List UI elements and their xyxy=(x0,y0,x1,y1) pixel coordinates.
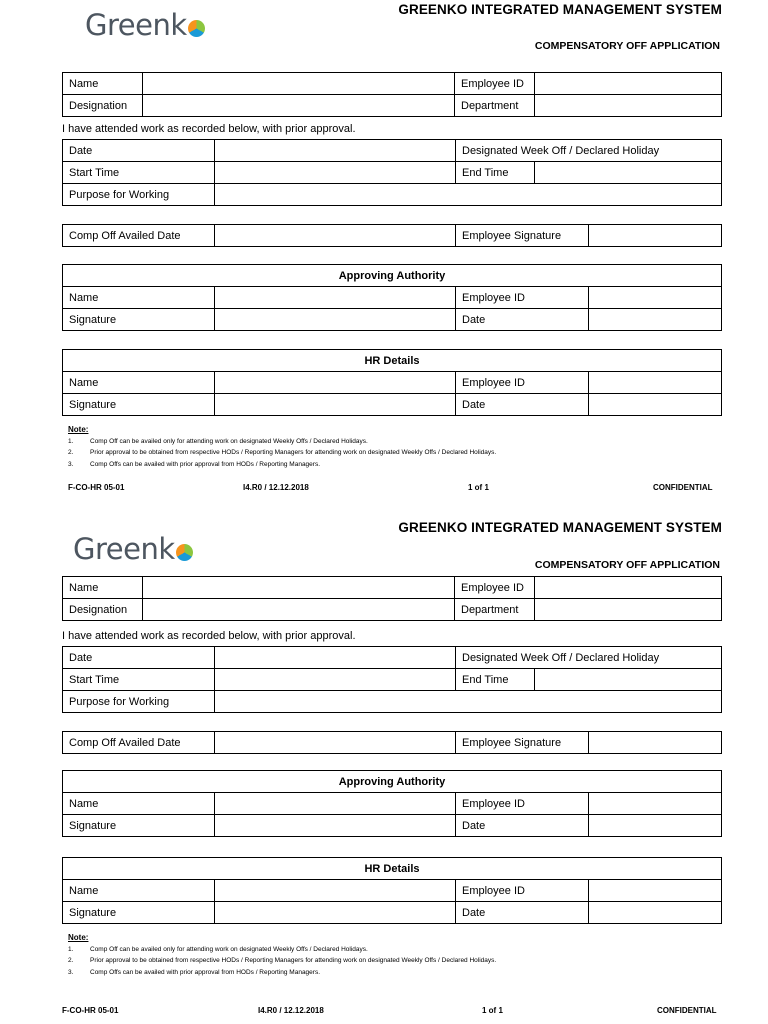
department-label: Department xyxy=(455,599,535,621)
table-row xyxy=(63,815,722,837)
approver-name-label: Name xyxy=(63,793,215,815)
approver-signature-label: Signature xyxy=(63,309,215,331)
form-title: COMPENSATORY OFF APPLICATION xyxy=(534,40,720,52)
list-item: 3. Comp Offs can be availed with prior approval from HODs / Reporting Managers. xyxy=(68,968,321,976)
hr-employee-id-label: Employee ID xyxy=(456,372,589,394)
hr-employee-id-field[interactable] xyxy=(589,372,722,394)
table-row xyxy=(63,350,722,372)
end-time-field[interactable] xyxy=(535,162,722,184)
greenko-logo: Greenk xyxy=(73,535,193,564)
table-row xyxy=(63,880,722,902)
intro-text: I have attended work as recorded below, with prior approval. xyxy=(62,630,356,642)
hr-employee-id-label: Employee ID xyxy=(456,880,589,902)
name-label: Name xyxy=(63,73,143,95)
hr-signature-label: Signature xyxy=(63,902,215,924)
purpose-label: Purpose for Working xyxy=(63,691,215,713)
availed-table xyxy=(62,224,722,247)
revision: I4.R0 / 12.12.2018 xyxy=(243,483,309,492)
name-field[interactable] xyxy=(143,73,455,95)
start-time-field[interactable] xyxy=(215,669,456,691)
hr-date-field[interactable] xyxy=(589,902,722,924)
date-label: Date xyxy=(63,647,215,669)
note-block xyxy=(68,424,496,470)
employee-id-field[interactable] xyxy=(535,577,722,599)
designation-field[interactable] xyxy=(143,95,455,117)
hr-signature-label: Signature xyxy=(63,394,215,416)
department-field[interactable] xyxy=(535,95,722,117)
start-time-label: Start Time xyxy=(63,162,215,184)
approver-employee-id-label: Employee ID xyxy=(456,287,589,309)
list-item: 1. Comp Off can be availed only for attending work on designated Weekly Offs / Declared Holidays. xyxy=(68,437,368,445)
approving-authority-table xyxy=(62,770,722,837)
approver-signature-field[interactable] xyxy=(215,815,456,837)
department-label: Department xyxy=(455,95,535,117)
employee-signature-field[interactable] xyxy=(589,732,722,754)
work-table xyxy=(62,646,722,713)
form-title: COMPENSATORY OFF APPLICATION xyxy=(534,559,720,571)
table-row xyxy=(63,225,722,247)
table-row xyxy=(63,858,722,880)
system-title: GREENKO INTEGRATED MANAGEMENT SYSTEM xyxy=(398,2,722,17)
purpose-field[interactable] xyxy=(215,184,722,206)
classification: CONFIDENTIAL xyxy=(657,1006,717,1015)
employee-table xyxy=(62,576,722,621)
system-title: GREENKO INTEGRATED MANAGEMENT SYSTEM xyxy=(398,520,722,535)
note-title: Note: xyxy=(68,933,89,942)
date-field[interactable] xyxy=(215,647,456,669)
hr-employee-id-field[interactable] xyxy=(589,880,722,902)
availed-table xyxy=(62,731,722,754)
hr-name-label: Name xyxy=(63,880,215,902)
approving-authority-heading: Approving Authority xyxy=(63,771,722,793)
employee-signature-label: Employee Signature xyxy=(456,225,589,247)
table-row xyxy=(63,95,722,117)
list-item: 2. Prior approval to be obtained from respective HODs / Reporting Managers for attending work on designated Weekly Offs / Declared Holidays. xyxy=(68,449,497,456)
name-field[interactable] xyxy=(143,577,455,599)
table-row xyxy=(63,691,722,713)
hr-date-field[interactable] xyxy=(589,394,722,416)
approver-date-field[interactable] xyxy=(589,309,722,331)
designation-label: Designation xyxy=(63,95,143,117)
page-number: 1 of 1 xyxy=(468,483,489,492)
end-time-label: End Time xyxy=(456,669,535,691)
page-number: 1 of 1 xyxy=(482,1006,503,1015)
designation-field[interactable] xyxy=(143,599,455,621)
employee-id-field[interactable] xyxy=(535,73,722,95)
approver-date-label: Date xyxy=(456,309,589,331)
note-block xyxy=(68,932,496,978)
table-row xyxy=(63,162,722,184)
comp-off-date-field[interactable] xyxy=(215,732,456,754)
employee-id-label: Employee ID xyxy=(455,577,535,599)
greenko-globe-icon xyxy=(188,20,205,37)
comp-off-date-label: Comp Off Availed Date xyxy=(63,225,215,247)
hr-details-heading: HR Details xyxy=(63,858,722,880)
hr-signature-field[interactable] xyxy=(215,394,456,416)
approver-employee-id-label: Employee ID xyxy=(456,793,589,815)
hr-details-table xyxy=(62,349,722,416)
work-table xyxy=(62,139,722,206)
week-off-label: Designated Week Off / Declared Holiday xyxy=(456,140,722,162)
table-row xyxy=(63,793,722,815)
designation-label: Designation xyxy=(63,599,143,621)
hr-details-heading: HR Details xyxy=(63,350,722,372)
table-row xyxy=(63,309,722,331)
approver-name-field[interactable] xyxy=(215,793,456,815)
table-row xyxy=(63,669,722,691)
approver-signature-label: Signature xyxy=(63,815,215,837)
employee-table xyxy=(62,72,722,117)
table-row xyxy=(63,647,722,669)
hr-name-field[interactable] xyxy=(215,372,456,394)
employee-id-label: Employee ID xyxy=(455,73,535,95)
table-row xyxy=(63,140,722,162)
list-item: 3. Comp Offs can be availed with prior approval from HODs / Reporting Managers. xyxy=(68,460,321,468)
table-row xyxy=(63,599,722,621)
start-time-label: Start Time xyxy=(63,669,215,691)
approver-employee-id-field[interactable] xyxy=(589,287,722,309)
list-item: 1. Comp Off can be availed only for attending work on designated Weekly Offs / Declared Holidays. xyxy=(68,945,368,953)
approving-authority-table xyxy=(62,264,722,331)
hr-signature-field[interactable] xyxy=(215,902,456,924)
approver-date-label: Date xyxy=(456,815,589,837)
classification: CONFIDENTIAL xyxy=(653,483,713,492)
approver-name-label: Name xyxy=(63,287,215,309)
end-time-label: End Time xyxy=(456,162,535,184)
week-off-label: Designated Week Off / Declared Holiday xyxy=(456,647,722,669)
greenko-logo: Greenk xyxy=(85,11,205,40)
date-field[interactable] xyxy=(215,140,456,162)
table-row xyxy=(63,902,722,924)
end-time-field[interactable] xyxy=(535,669,722,691)
purpose-label: Purpose for Working xyxy=(63,184,215,206)
table-row xyxy=(63,577,722,599)
note-title: Note: xyxy=(68,425,89,434)
employee-signature-label: Employee Signature xyxy=(456,732,589,754)
date-label: Date xyxy=(63,140,215,162)
approver-date-field[interactable] xyxy=(589,815,722,837)
purpose-field[interactable] xyxy=(215,691,722,713)
approving-authority-heading: Approving Authority xyxy=(63,265,722,287)
comp-off-date-label: Comp Off Availed Date xyxy=(63,732,215,754)
table-row xyxy=(63,372,722,394)
table-row xyxy=(63,73,722,95)
table-row xyxy=(63,771,722,793)
employee-signature-field[interactable] xyxy=(589,225,722,247)
approver-signature-field[interactable] xyxy=(215,309,456,331)
hr-name-field[interactable] xyxy=(215,880,456,902)
hr-details-table xyxy=(62,857,722,924)
revision: I4.R0 / 12.12.2018 xyxy=(258,1006,324,1015)
name-label: Name xyxy=(63,577,143,599)
table-row xyxy=(63,287,722,309)
approver-name-field[interactable] xyxy=(215,287,456,309)
intro-text: I have attended work as recorded below, with prior approval. xyxy=(62,123,356,135)
greenko-globe-icon xyxy=(176,544,193,561)
table-row xyxy=(63,394,722,416)
table-row xyxy=(63,732,722,754)
doc-code: F-CO-HR 05-01 xyxy=(68,483,125,492)
hr-name-label: Name xyxy=(63,372,215,394)
table-row xyxy=(63,265,722,287)
hr-date-label: Date xyxy=(456,394,589,416)
list-item: 2. Prior approval to be obtained from respective HODs / Reporting Managers for attending work on designated Weekly Offs / Declared Holidays. xyxy=(68,957,497,964)
comp-off-date-field[interactable] xyxy=(215,225,456,247)
start-time-field[interactable] xyxy=(215,162,456,184)
doc-code: F-CO-HR 05-01 xyxy=(62,1006,119,1015)
hr-date-label: Date xyxy=(456,902,589,924)
approver-employee-id-field[interactable] xyxy=(589,793,722,815)
table-row xyxy=(63,184,722,206)
department-field[interactable] xyxy=(535,599,722,621)
